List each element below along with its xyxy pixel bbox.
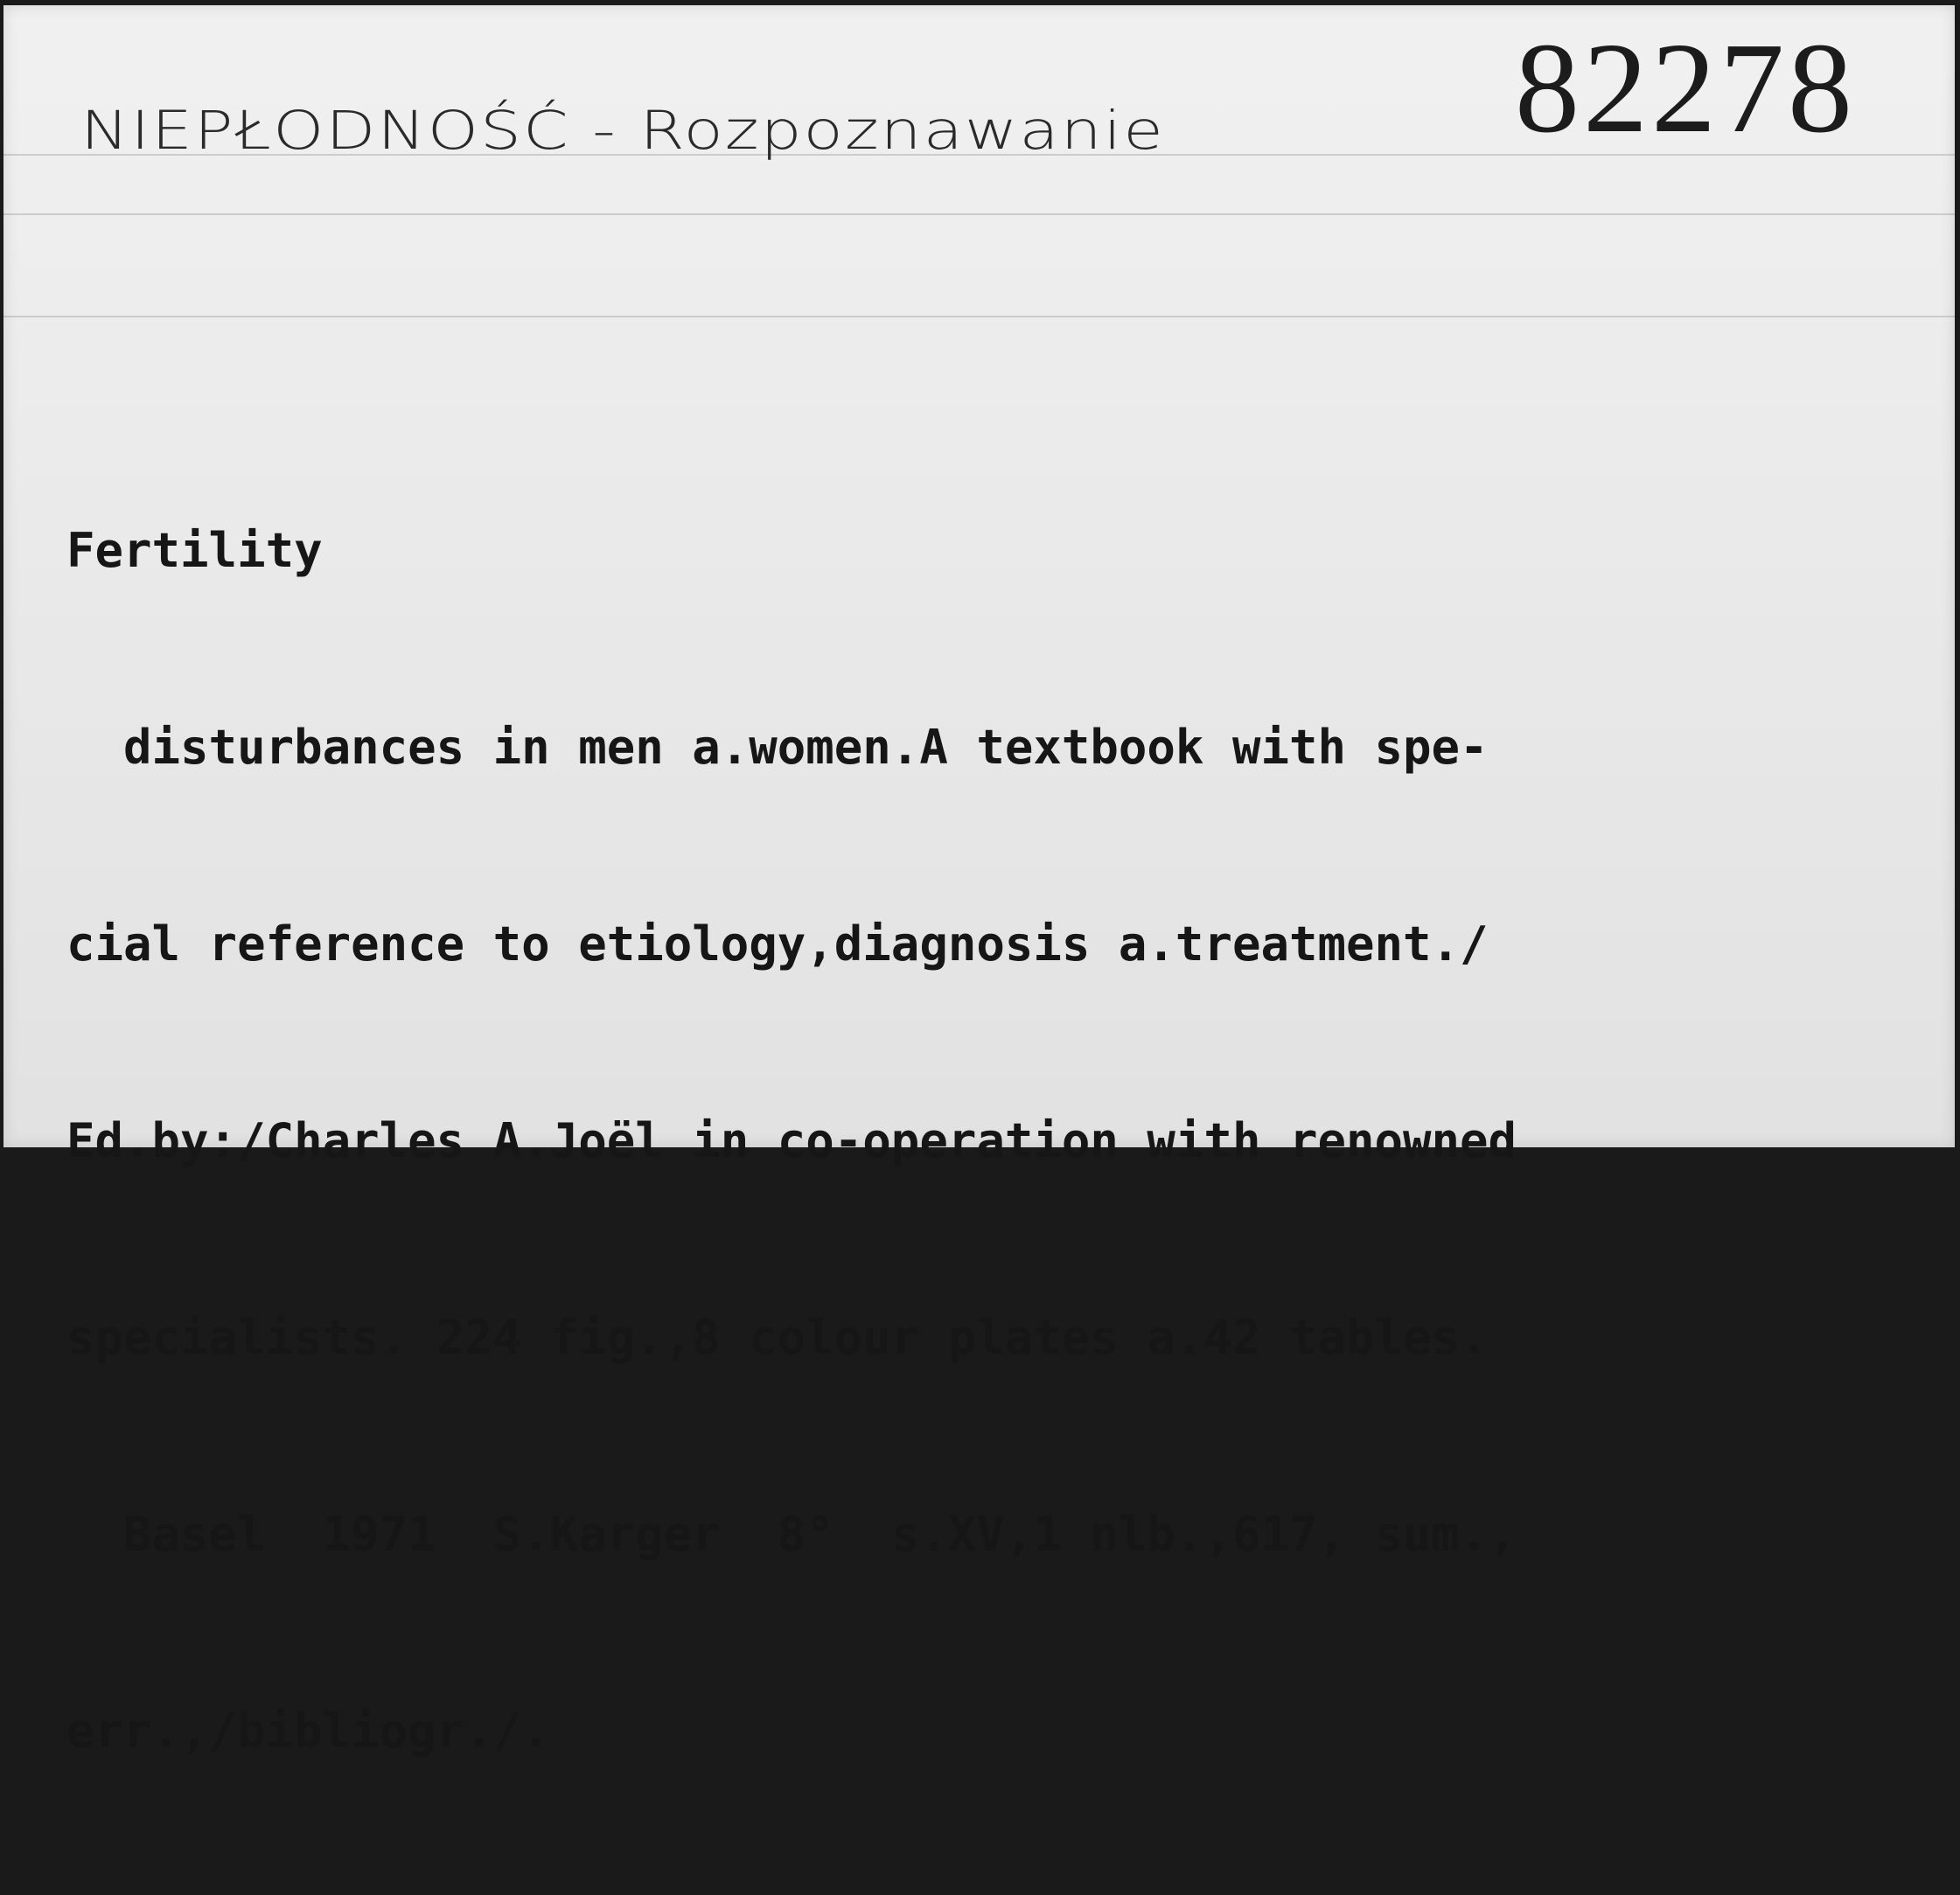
entry-line: specialists. 224 fig.,8 colour plates a.42 tables.	[66, 1310, 1489, 1365]
subject-heading: NIEPŁODNOŚĆ - Rozpoznawanie	[80, 100, 1165, 162]
card-ruled-line	[3, 213, 1955, 215]
entry-line: disturbances in men a.women.A textbook with spe-	[66, 720, 1489, 775]
card-ruled-line	[3, 316, 1955, 317]
bibliographic-entry	[66, 387, 1938, 1895]
catalog-card	[3, 5, 1955, 1759]
entry-line: err.,/bibliogr./.	[66, 1703, 550, 1759]
entry-line: Fertility	[66, 523, 323, 578]
entry-line: Ed.by:/Charles A.Joël in co-operation with renowned	[66, 1113, 1517, 1168]
catalog-number: 82278	[1515, 17, 1856, 160]
entry-line: Basel 1971 S.Karger 8° s.XV,1 nlb.,617, sum.,	[66, 1507, 1517, 1562]
entry-line: cial reference to etiology,diagnosis a.treatment./	[66, 916, 1489, 972]
